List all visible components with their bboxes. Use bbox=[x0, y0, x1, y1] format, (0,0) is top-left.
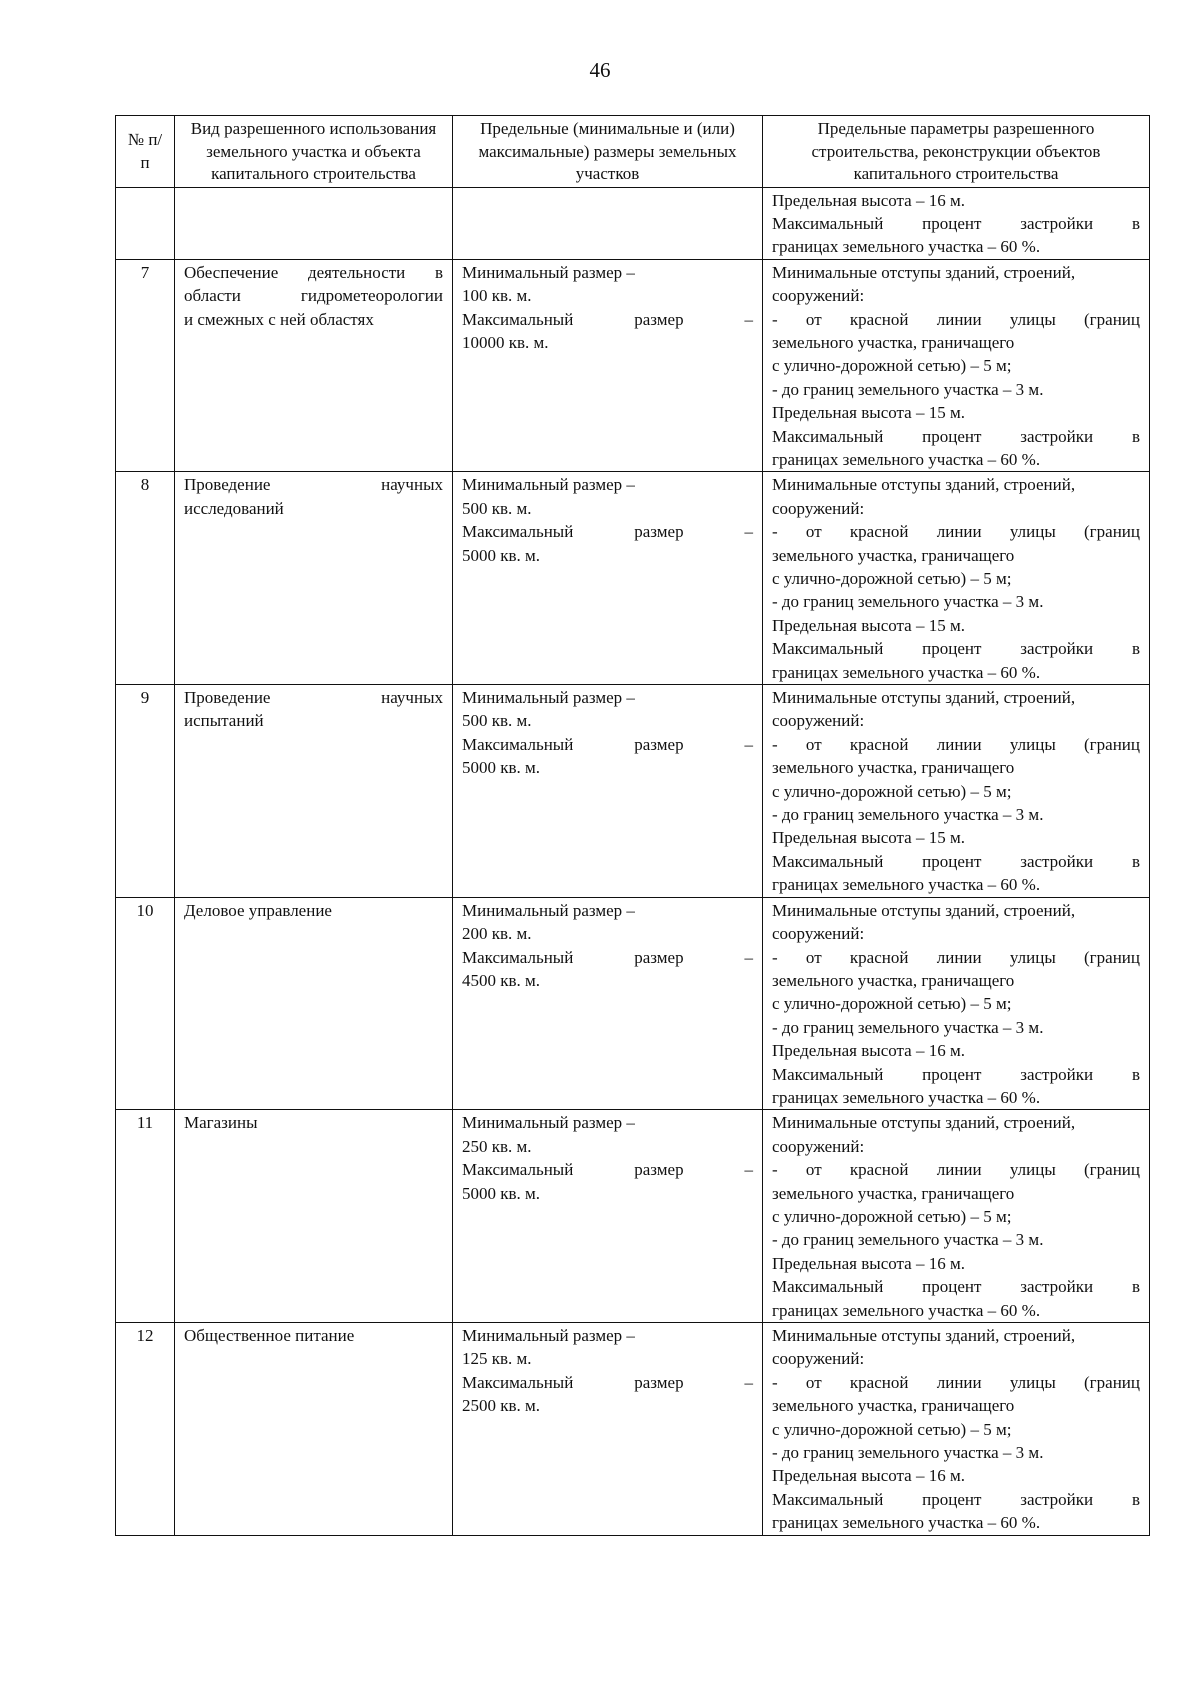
text-line: 2500 кв. м. bbox=[462, 1396, 541, 1416]
text-line: Минимальные отступы зданий, строений, bbox=[772, 262, 1076, 282]
text-line: Максимальный процент застройки в bbox=[772, 1064, 1140, 1084]
cell-use-type bbox=[175, 1110, 453, 1323]
cell-number: 11 bbox=[116, 1110, 175, 1323]
text-line: Предельная высота – 16 м. bbox=[772, 1466, 965, 1486]
text-line: 5000 кв. м. bbox=[462, 1183, 541, 1203]
cell-construction-params bbox=[763, 1323, 1150, 1536]
cell-use-type bbox=[175, 897, 453, 1110]
cell-use-type bbox=[175, 187, 453, 259]
header-construction-params: Предельные параметры разрешенного строительства, реконструкции объектов капитального строительства bbox=[763, 116, 1150, 188]
header-use-type: Вид разрешенного использования земельного участка и объекта капитального строительства bbox=[175, 116, 453, 188]
text-line: - до границ земельного участка – 3 м. bbox=[772, 1017, 1044, 1037]
cell-plot-size bbox=[453, 187, 763, 259]
text-line: исследований bbox=[184, 498, 284, 518]
text-line: с улично-дорожной сетью) – 5 м; bbox=[772, 356, 1012, 376]
cell-use-type bbox=[175, 472, 453, 685]
text-line: 10000 кв. м. bbox=[462, 332, 549, 352]
text-line: земельного участка, граничащего bbox=[772, 1396, 1015, 1416]
cell-plot-size bbox=[453, 685, 763, 898]
text-line: Максимальный размер – bbox=[462, 309, 753, 329]
text-line: 500 кв. м. bbox=[462, 498, 532, 518]
header-number: № п/п bbox=[116, 116, 175, 188]
text-line: - от красной линии улицы (границ bbox=[772, 734, 1140, 754]
cell-use-type bbox=[175, 685, 453, 898]
text-line: Предельная высота – 16 м. bbox=[772, 1253, 965, 1273]
text-line: границах земельного участка – 60 %. bbox=[772, 1513, 1041, 1533]
cell-plot-size bbox=[453, 472, 763, 685]
table-row bbox=[116, 1110, 1150, 1323]
text-line: 100 кв. м. bbox=[462, 286, 532, 306]
text-line: с улично-дорожной сетью) – 5 м; bbox=[772, 781, 1012, 801]
text-line: сооружений: bbox=[772, 286, 865, 306]
text-line: сооружений: bbox=[772, 498, 865, 518]
cell-plot-size bbox=[453, 1323, 763, 1536]
text-line: Минимальный размер – bbox=[462, 262, 635, 282]
text-line: Проведение научных bbox=[184, 475, 443, 495]
text-line: Минимальные отступы зданий, строений, bbox=[772, 475, 1076, 495]
page-number: 46 bbox=[589, 58, 611, 82]
text-line: - до границ земельного участка – 3 м. bbox=[772, 592, 1044, 612]
cell-construction-params bbox=[763, 259, 1150, 472]
text-line: 5000 кв. м. bbox=[462, 545, 541, 565]
land-use-regulations-table bbox=[115, 115, 1150, 1536]
text-line: Максимальный процент застройки в bbox=[772, 1489, 1140, 1509]
header-plot-size-limits: Предельные (минимальные и (или) максимальные) размеры земельных участков bbox=[453, 116, 763, 188]
text-line: Предельная высота – 16 м. bbox=[772, 190, 965, 210]
cell-construction-params bbox=[763, 897, 1150, 1110]
cell-construction-params bbox=[763, 685, 1150, 898]
text-line: - от красной линии улицы (границ bbox=[772, 1372, 1140, 1392]
text-line: границах земельного участка – 60 %. bbox=[772, 237, 1041, 257]
table-row bbox=[116, 259, 1150, 472]
text-line: - до границ земельного участка – 3 м. bbox=[772, 805, 1044, 825]
table-header bbox=[116, 116, 1150, 188]
text-line: земельного участка, граничащего bbox=[772, 332, 1015, 352]
text-line: сооружений: bbox=[772, 711, 865, 731]
text-line: - от красной линии улицы (границ bbox=[772, 522, 1140, 542]
text-line: земельного участка, граничащего bbox=[772, 758, 1015, 778]
cell-number: 7 bbox=[116, 259, 175, 472]
header-row bbox=[116, 116, 1150, 188]
cell-plot-size bbox=[453, 897, 763, 1110]
text-line: Максимальный размер – bbox=[462, 734, 753, 754]
cell-number: 8 bbox=[116, 472, 175, 685]
text-line: области гидрометеорологии bbox=[184, 286, 443, 306]
text-line: Предельная высота – 15 м. bbox=[772, 403, 965, 423]
text-line: - от красной линии улицы (границ bbox=[772, 309, 1140, 329]
text-line: земельного участка, граничащего bbox=[772, 1183, 1015, 1203]
table-row bbox=[116, 897, 1150, 1110]
text-line: сооружений: bbox=[772, 1136, 865, 1156]
text-line: 500 кв. м. bbox=[462, 711, 532, 731]
text-line: испытаний bbox=[184, 711, 264, 731]
text-line: - до границ земельного участка – 3 м. bbox=[772, 1230, 1044, 1250]
text-line: Минимальные отступы зданий, строений, bbox=[772, 1326, 1076, 1345]
text-line: Предельная высота – 15 м. bbox=[772, 828, 965, 848]
cell-use-type bbox=[175, 1323, 453, 1536]
cell-number: 10 bbox=[116, 897, 175, 1110]
text-line: Максимальный размер – bbox=[462, 1372, 753, 1392]
text-line: Максимальный процент застройки в bbox=[772, 639, 1140, 659]
text-line: Минимальный размер – bbox=[462, 900, 635, 920]
text-line: Деловое управление bbox=[184, 900, 332, 920]
text-line: Обеспечение деятельности в bbox=[184, 262, 443, 282]
continuation-row bbox=[116, 187, 1150, 259]
text-line: 125 кв. м. bbox=[462, 1349, 532, 1369]
text-line: Максимальный размер – bbox=[462, 947, 753, 967]
text-line: 250 кв. м. bbox=[462, 1136, 532, 1156]
text-line: Предельная высота – 16 м. bbox=[772, 1041, 965, 1061]
text-line: Магазины bbox=[184, 1113, 258, 1133]
cell-construction-params bbox=[763, 1110, 1150, 1323]
text-line: Максимальный процент застройки в bbox=[772, 213, 1140, 233]
text-line: границах земельного участка – 60 %. bbox=[772, 1087, 1041, 1107]
text-line: границах земельного участка – 60 %. bbox=[772, 1300, 1041, 1320]
text-line: Максимальный размер – bbox=[462, 1160, 753, 1180]
text-line: Максимальный процент застройки в bbox=[772, 851, 1140, 871]
cell-plot-size bbox=[453, 259, 763, 472]
text-line: - до границ земельного участка – 3 м. bbox=[772, 1443, 1044, 1463]
cell-use-type bbox=[175, 259, 453, 472]
text-line: Минимальный размер – bbox=[462, 1113, 635, 1133]
cell-number bbox=[116, 187, 175, 259]
text-line: Минимальные отступы зданий, строений, bbox=[772, 1113, 1076, 1133]
text-line: с улично-дорожной сетью) – 5 м; bbox=[772, 994, 1012, 1014]
text-line: - до границ земельного участка – 3 м. bbox=[772, 379, 1044, 399]
text-line: Максимальный размер – bbox=[462, 522, 753, 542]
text-line: границах земельного участка – 60 %. bbox=[772, 449, 1041, 469]
text-line: Минимальный размер – bbox=[462, 1326, 635, 1345]
text-line: Минимальный размер – bbox=[462, 688, 635, 708]
text-line: Максимальный процент застройки в bbox=[772, 1277, 1140, 1297]
text-line: - от красной линии улицы (границ bbox=[772, 1160, 1140, 1180]
text-line: с улично-дорожной сетью) – 5 м; bbox=[772, 1419, 1012, 1439]
text-line: сооружений: bbox=[772, 1349, 865, 1369]
text-line: Максимальный процент застройки в bbox=[772, 426, 1140, 446]
text-line: земельного участка, граничащего bbox=[772, 545, 1015, 565]
table-row bbox=[116, 472, 1150, 685]
cell-number: 12 bbox=[116, 1323, 175, 1536]
text-line: 200 кв. м. bbox=[462, 924, 532, 944]
text-line: земельного участка, граничащего bbox=[772, 970, 1015, 990]
text-line: Минимальный размер – bbox=[462, 475, 635, 495]
text-line: Проведение научных bbox=[184, 688, 443, 708]
text-line: Предельная высота – 15 м. bbox=[772, 615, 965, 635]
text-line: Общественное питание bbox=[184, 1326, 355, 1345]
text-line: и смежных с ней областях bbox=[184, 309, 374, 329]
table-row bbox=[116, 685, 1150, 898]
cell-number: 9 bbox=[116, 685, 175, 898]
text-line: границах земельного участка – 60 %. bbox=[772, 662, 1041, 682]
text-line: 5000 кв. м. bbox=[462, 758, 541, 778]
table-row bbox=[116, 1323, 1150, 1536]
cell-construction-params bbox=[763, 187, 1150, 259]
text-line: границах земельного участка – 60 %. bbox=[772, 875, 1041, 895]
text-line: с улично-дорожной сетью) – 5 м; bbox=[772, 569, 1012, 588]
cell-construction-params bbox=[763, 472, 1150, 685]
cell-plot-size bbox=[453, 1110, 763, 1323]
text-line: с улично-дорожной сетью) – 5 м; bbox=[772, 1206, 1012, 1226]
text-line: сооружений: bbox=[772, 924, 865, 944]
text-line: Минимальные отступы зданий, строений, bbox=[772, 688, 1076, 708]
text-line: - от красной линии улицы (границ bbox=[772, 947, 1140, 967]
text-line: Минимальные отступы зданий, строений, bbox=[772, 900, 1076, 920]
text-line: 4500 кв. м. bbox=[462, 970, 541, 990]
table-body bbox=[116, 187, 1150, 1535]
